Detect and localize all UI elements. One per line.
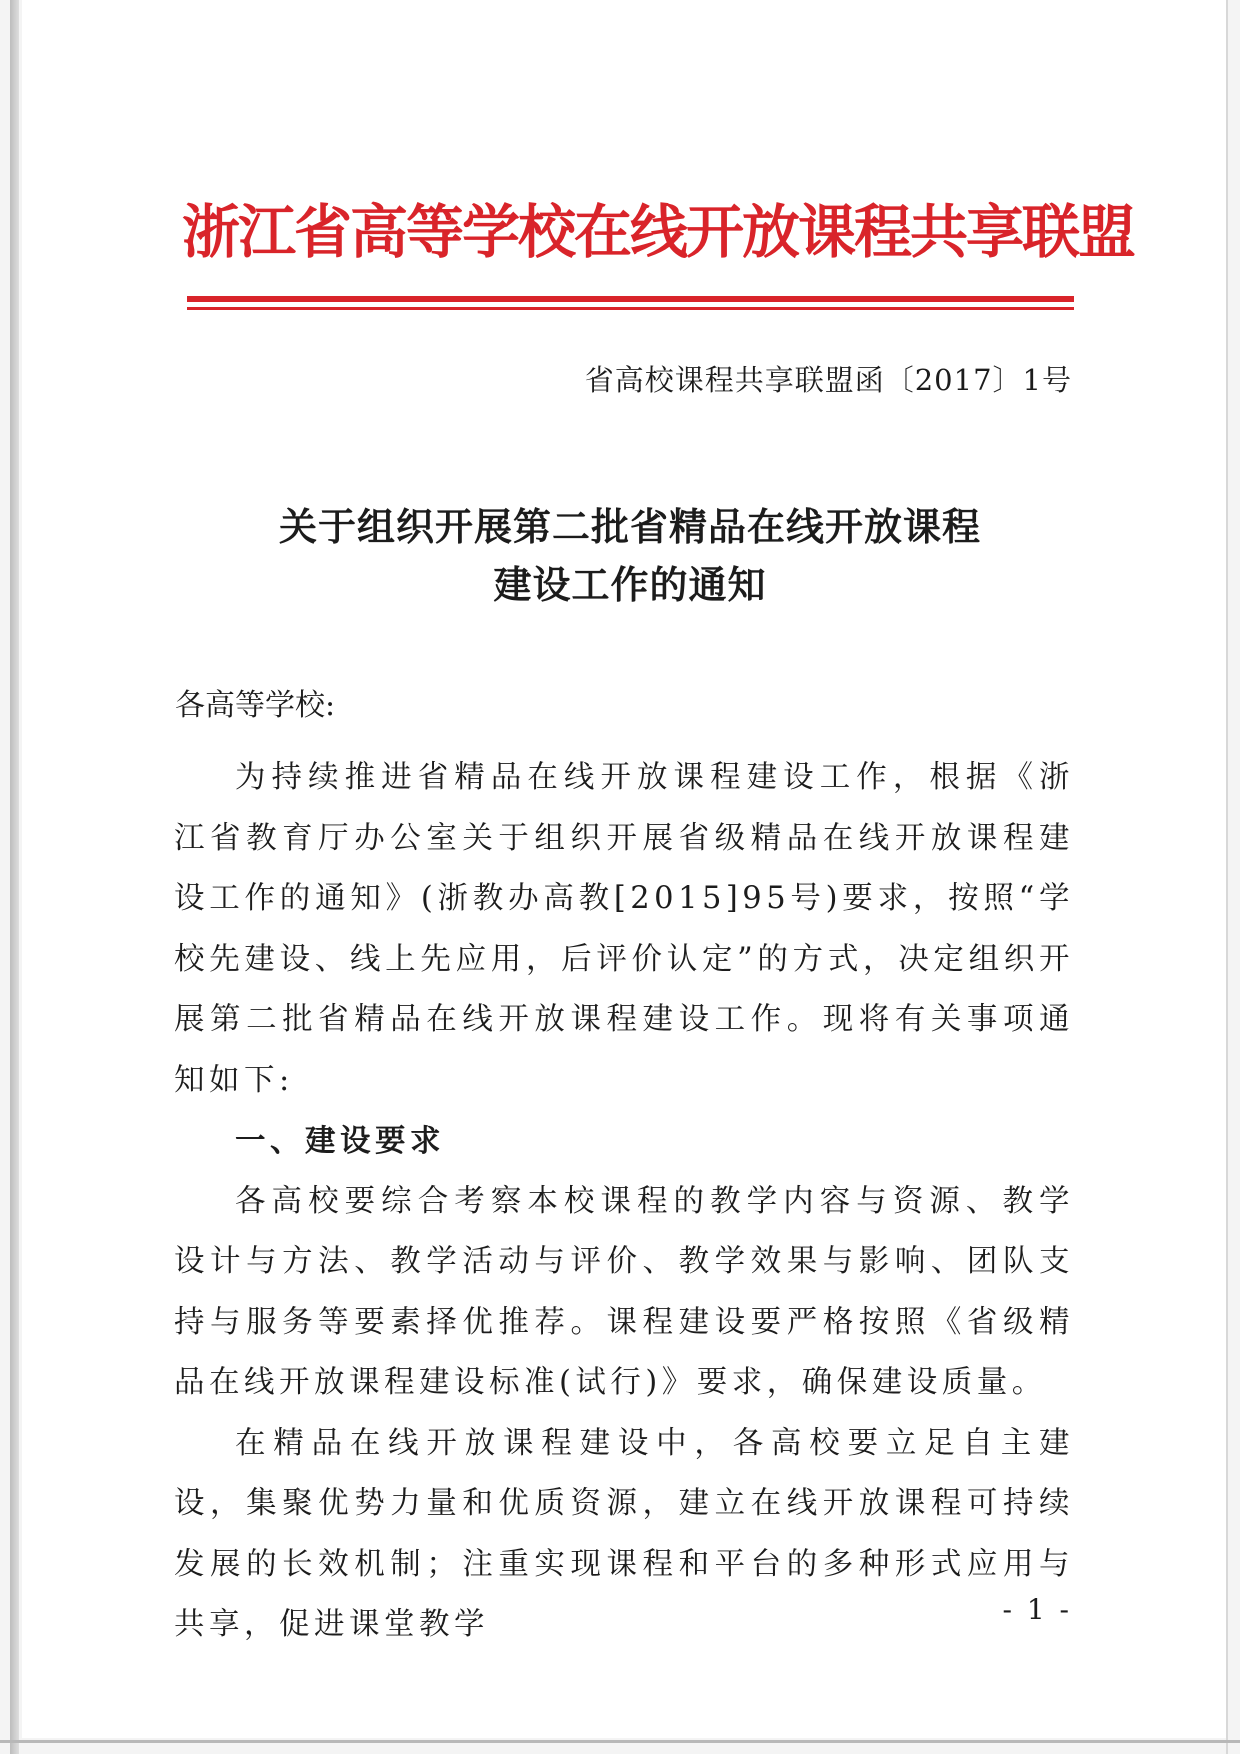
document-title-line-2: 建设工作的通知: [493, 562, 767, 607]
salutation: 各高等学校:: [175, 688, 336, 723]
organization-letterhead: 浙江省高等学校在线开放课程共享联盟: [182, 198, 1135, 266]
document-body: [174, 748, 1074, 1656]
document-number: 省高校课程共享联盟函〔2017〕1号: [584, 363, 1072, 397]
document-title: [230, 498, 1030, 614]
body-paragraph-3: 在精品在线开放课程建设中，各高校要立足自主建设，集聚优势力量和优质资源，建立在线开放课程可持续发展的长效机制；注重实现课程和平台的多种形式应用与共享，促进课堂教学: [174, 1425, 1074, 1642]
page-number: - 1 -: [1002, 1593, 1072, 1626]
letterhead-rule-thin: [187, 307, 1074, 310]
body-paragraph-1: 为持续推进省精品在线开放课程建设工作，根据《浙江省教育厅办公室关于组织开展省级精品在线开放课程建设工作的通知》(浙教办高教[2015]95号)要求，按照“学校先建设、线上先应用，后评价认定”的方式，决定组织开展第二批省精品在线开放课程建设工作。现将有关事项通知如下:: [174, 760, 1074, 1098]
letterhead-rule-thick: [187, 296, 1074, 302]
section-heading-1: 一、建设要求: [235, 1123, 445, 1159]
document-title-line-1: 关于组织开展第二批省精品在线开放课程: [278, 504, 981, 549]
body-paragraph-2: 各高校要综合考察本校课程的教学内容与资源、教学设计与方法、教学活动与评价、教学效果与影响、团队支持与服务等要素择优推荐。课程建设要严格按照《省级精品在线开放课程建设标准(试行)》要求，确保建设质量。: [174, 1183, 1074, 1400]
scan-edge-left: [10, 0, 19, 1754]
scan-edge-bottom: [0, 1740, 1240, 1743]
scan-edge-right: [1226, 0, 1228, 1754]
